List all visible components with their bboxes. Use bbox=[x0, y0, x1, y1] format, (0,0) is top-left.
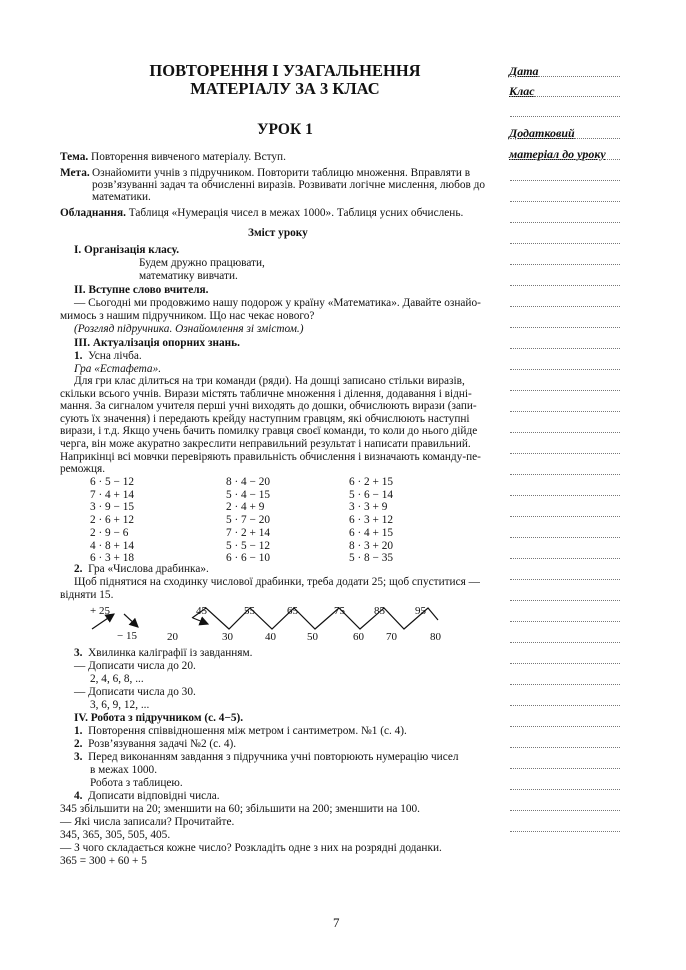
class-label: Клас bbox=[509, 84, 535, 98]
expression-col1-2: 7 · 4 + 14 bbox=[90, 488, 135, 501]
expression-col3-6: 8 · 3 + 20 bbox=[349, 539, 394, 552]
page-number: 7 bbox=[333, 915, 340, 930]
expression-col1-6: 4 · 8 + 14 bbox=[90, 539, 135, 552]
s4-item-4 bbox=[74, 790, 220, 803]
notes-rule-line bbox=[510, 201, 620, 202]
lesson-heading: УРОК 1 bbox=[257, 121, 313, 138]
rules-line-5: вирази, і т.д. Якщо учень бачить помилку гравця своєї команди, то коли до нього дійде bbox=[60, 425, 478, 438]
section-2-line-2: мимось з нашим підручником. Що нас чекає нового? bbox=[60, 310, 315, 322]
section-4-heading: IV. Робота з підручником (с. 4−5). bbox=[74, 712, 244, 724]
expression-col3-3: 3 · 3 + 9 bbox=[349, 501, 388, 514]
equipment-label: Обладнання. bbox=[60, 207, 126, 219]
expression-col1-4: 2 · 6 + 12 bbox=[90, 514, 135, 527]
topic-label: Тема. bbox=[60, 151, 89, 163]
notes-rule-line bbox=[510, 411, 620, 412]
notes-rule-line bbox=[510, 537, 620, 538]
notes-rule-line bbox=[510, 453, 620, 454]
s4-item-3 bbox=[74, 751, 459, 764]
expression-col2-6: 5 · 5 − 12 bbox=[226, 539, 271, 552]
expression-col3-5: 6 · 4 + 15 bbox=[349, 526, 394, 539]
s3-item-1 bbox=[74, 350, 142, 363]
expression-col2-3: 2 · 4 + 9 bbox=[226, 501, 265, 514]
rules-line-8: реможця. bbox=[60, 463, 106, 476]
notes-rule-line bbox=[510, 684, 620, 685]
notes-rule-line bbox=[510, 264, 620, 265]
extra-material-label-2: матеріал до уроку bbox=[509, 147, 606, 161]
game-1-title: Гра «Естафета». bbox=[74, 363, 162, 375]
title-line-1: ПОВТОРЕННЯ І УЗАГАЛЬНЕННЯ bbox=[149, 61, 421, 80]
topic-text: Повторення вивченого матеріалу. Вступ. bbox=[91, 151, 286, 163]
section-2-line-1: — Сьогодні ми продовжимо нашу подорож у країну «Математика». Давайте ознайо- bbox=[74, 297, 481, 309]
question-1: — Які числа записали? Прочитайте. bbox=[60, 816, 235, 828]
task-a: — Дописати числа до 20. bbox=[74, 660, 196, 672]
ladder-bottom-number: 80 bbox=[430, 631, 441, 643]
ladder-text-line-2: відняти 15. bbox=[60, 589, 114, 601]
notes-rule-line bbox=[510, 348, 620, 349]
s3-item-2 bbox=[74, 563, 209, 576]
table-work: Робота з таблицею. bbox=[90, 777, 183, 789]
notes-rule-line bbox=[510, 495, 620, 496]
ladder-top-number: 65 bbox=[287, 605, 298, 617]
rules-line-6: черга, він може акуратно закреслити неправильний результат і написати правильний. bbox=[60, 437, 471, 450]
s4-item-3-continuation: в межах 1000. bbox=[90, 764, 158, 776]
down-arrow bbox=[124, 614, 138, 627]
equipment-text: Таблиця «Нумерація чисел в межах 1000». Таблиця усних обчислень. bbox=[128, 207, 464, 219]
ladder-bottom-number: 50 bbox=[307, 631, 318, 643]
notes-rule-line bbox=[510, 474, 620, 475]
notes-rule-line bbox=[510, 789, 620, 790]
expression-col3-1: 6 · 2 + 15 bbox=[349, 476, 394, 488]
s4-item-2-text: Розв’язування задачі №2 (с. 4). bbox=[88, 738, 237, 750]
s4-item-3-num: 3. bbox=[74, 751, 83, 763]
rules-line-3: мання. За сигналом учителя перші учні виходять до дошки, обчислюють вирази (запи- bbox=[60, 400, 477, 413]
game-rules-paragraph bbox=[60, 375, 500, 476]
notes-rule-line bbox=[510, 76, 620, 77]
title-line-2: МАТЕРІАЛУ ЗА 3 КЛАС bbox=[190, 79, 380, 98]
rules-line-4: сують їх значення) і передають крейду наступним гравцям, які обчислюють наступні bbox=[60, 412, 470, 425]
s3-item-2-text: Гра «Числова драбинка». bbox=[88, 563, 209, 575]
content-heading: Зміст уроку bbox=[248, 227, 308, 239]
s3-item-1-text: Усна лічба. bbox=[88, 350, 142, 362]
ladder-zigzag bbox=[192, 608, 438, 629]
expression-col2-4: 5 · 7 − 20 bbox=[226, 514, 271, 527]
topic-line bbox=[60, 151, 286, 164]
question-2: — З чого складається кожне число? Розкладіть одне з них на розрядні доданки. bbox=[60, 842, 442, 854]
numbers-list: 345, 365, 305, 505, 405. bbox=[60, 829, 171, 841]
section-3-heading: III. Актуалізація опорних знань. bbox=[74, 337, 240, 349]
expression-col3-4: 6 · 3 + 12 bbox=[349, 514, 394, 527]
s3-item-3-num: 3. bbox=[74, 647, 83, 659]
notes-rule-line bbox=[510, 159, 620, 160]
ladder-start-arrow bbox=[193, 618, 208, 624]
notes-rule-line bbox=[510, 243, 620, 244]
extra-material-label-1: Додатковий bbox=[509, 126, 575, 140]
notes-rule-line bbox=[510, 369, 620, 370]
expression-col2-2: 5 · 4 − 15 bbox=[226, 488, 271, 501]
goal-line-1: Ознайомити учнів з підручником. Повторити таблицю множення. Вправляти в bbox=[92, 167, 471, 179]
ladder-bottom-number: 40 bbox=[265, 631, 276, 643]
expression-col1-1: 6 · 5 − 12 bbox=[90, 476, 135, 488]
notes-rule-line bbox=[510, 768, 620, 769]
notes-rule-line bbox=[510, 705, 620, 706]
ladder-top-number: 95 bbox=[415, 605, 426, 617]
expression-col3-7: 5 · 8 − 35 bbox=[349, 552, 394, 565]
expression-col1-7: 6 · 3 + 18 bbox=[90, 552, 135, 565]
notes-rule-line bbox=[510, 116, 620, 117]
task-b: — Дописати числа до 30. bbox=[74, 686, 196, 698]
notes-rule-line bbox=[510, 306, 620, 307]
rules-line-2: скільки всього учнів. Вирази містять табличне множення і ділення, додавання і відні- bbox=[60, 387, 472, 400]
section-1-heading: I. Організація класу. bbox=[74, 244, 180, 256]
notes-rule-line bbox=[510, 516, 620, 517]
ladder-minus-label: − 15 bbox=[117, 630, 137, 642]
expression-col1-3: 3 · 9 − 15 bbox=[90, 501, 135, 514]
ladder-top-number: 45 bbox=[196, 605, 207, 617]
expression-col2-5: 7 · 2 + 14 bbox=[226, 526, 271, 539]
notes-rule-line bbox=[510, 726, 620, 727]
ladder-text-line-1: Щоб піднятися на сходинку числової драбинки, треба додати 25; щоб спуститися — bbox=[74, 576, 480, 588]
notes-rule-line bbox=[510, 96, 620, 97]
s4-item-1-num: 1. bbox=[74, 725, 83, 737]
notes-rule-line bbox=[510, 180, 620, 181]
equipment-line bbox=[60, 207, 463, 220]
s4-item-1-text: Повторення співвідношення між метром і сантиметром. №1 (с. 4). bbox=[88, 725, 407, 737]
expression-col3-2: 5 · 6 − 14 bbox=[349, 488, 394, 501]
poem-line-1: Будем дружно працювати, bbox=[139, 257, 265, 269]
notes-rule-line bbox=[510, 327, 620, 328]
notes-rule-line bbox=[510, 747, 620, 748]
s4-item-1 bbox=[74, 725, 407, 738]
s3-item-2-num: 2. bbox=[74, 563, 83, 575]
ladder-top-number: 75 bbox=[334, 605, 345, 617]
ladder-bottom-number: 30 bbox=[222, 631, 233, 643]
notes-rule-line bbox=[510, 558, 620, 559]
goal-line-3: математики. bbox=[92, 191, 151, 203]
ladder-bottom-number: 70 bbox=[386, 631, 397, 643]
ladder-bottom-number: 20 bbox=[167, 631, 178, 643]
notes-rule-line bbox=[510, 432, 620, 433]
line-345: 345 збільшити на 20; зменшити на 60; збільшити на 200; зменшити на 100. bbox=[60, 803, 421, 815]
page-title bbox=[120, 62, 450, 98]
decomposition: 365 = 300 + 60 + 5 bbox=[60, 855, 147, 867]
expression-col2-7: 6 · 6 − 10 bbox=[226, 552, 271, 565]
notes-rule-line bbox=[510, 138, 620, 139]
goal-label: Мета. bbox=[60, 167, 90, 179]
s4-item-4-text: Дописати відповідні числа. bbox=[88, 790, 220, 802]
notes-rule-line bbox=[510, 663, 620, 664]
ladder-top-number: 55 bbox=[244, 605, 255, 617]
notes-rule-line bbox=[510, 390, 620, 391]
s4-item-2 bbox=[74, 738, 236, 751]
sequence-b: 3, 6, 9, 12, ... bbox=[90, 699, 150, 711]
s3-item-3-text: Хвилинка каліграфії із завданням. bbox=[88, 647, 253, 659]
notes-rule-line bbox=[510, 642, 620, 643]
notes-rule-line bbox=[510, 831, 620, 832]
ladder-top-number: 85 bbox=[374, 605, 385, 617]
s4-item-3-text: Перед виконанням завдання з підручника учні повторюють нумерацію чисел bbox=[88, 751, 459, 763]
s3-item-3 bbox=[74, 647, 252, 660]
notes-rule-line bbox=[510, 579, 620, 580]
ladder-bottom-number: 60 bbox=[353, 631, 364, 643]
s4-item-2-num: 2. bbox=[74, 738, 83, 750]
expression-col1-5: 2 · 9 − 6 bbox=[90, 526, 129, 539]
ladder-plus-label: + 25 bbox=[90, 605, 110, 617]
s4-item-4-num: 4. bbox=[74, 790, 83, 802]
notes-rule-line bbox=[510, 621, 620, 622]
poem-line-2: математику вивчати. bbox=[139, 270, 238, 282]
goal-line-2: розв’язуванні задач та обчисленні виразів. Розвивати логічне мислення, любов до bbox=[92, 179, 486, 191]
notes-rule-line bbox=[510, 285, 620, 286]
s3-item-1-num: 1. bbox=[74, 350, 83, 362]
notes-rule-line bbox=[510, 600, 620, 601]
rules-line-1: Для гри клас ділиться на три команди (ряди). На дошці записано стільки виразів, bbox=[74, 375, 465, 387]
expression-col2-1: 8 · 4 − 20 bbox=[226, 476, 271, 488]
date-label: Дата bbox=[509, 64, 539, 78]
section-2-heading: II. Вступне слово вчителя. bbox=[74, 284, 209, 296]
notes-rule-line bbox=[510, 810, 620, 811]
notes-rule-line bbox=[510, 222, 620, 223]
sequence-a: 2, 4, 6, 8, ... bbox=[90, 673, 144, 685]
section-2-note: (Розгляд підручника. Ознайомлення зі змістом.) bbox=[74, 323, 304, 335]
rules-line-7: Наприкінці всі мовчки перевіряють правильність обчислення і визначають команду-пе- bbox=[60, 450, 481, 463]
